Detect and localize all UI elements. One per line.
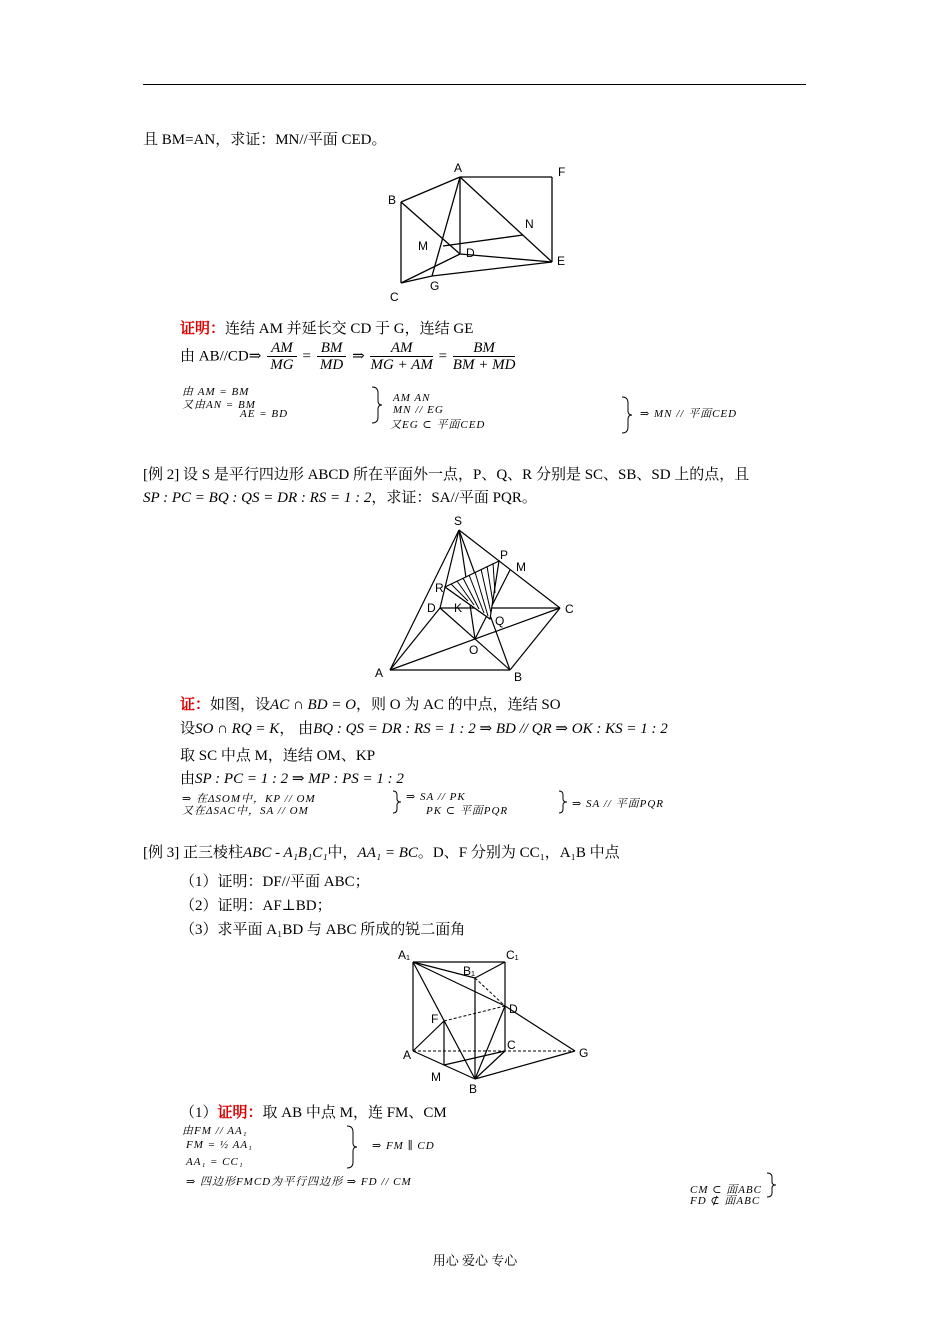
implies: ⇒ (352, 348, 365, 365)
ex2-proof-line1: 证：如图，设AC ∩ BD = O，则 O 为 AC 的中点，连结 SO (180, 697, 561, 713)
ex2-condition: SP : PC = BQ : QS = DR : RS = 1 : 2，求证：SA//平面 PQR。 (143, 490, 537, 506)
ex3-q2: （2）证明：AF⊥BD； (180, 898, 332, 914)
img-row3: AE = BD (240, 408, 289, 420)
label-G: G (430, 279, 440, 293)
img-col2c: 又EG ⊂ 平面CED (390, 419, 486, 431)
label-Q: Q (495, 614, 505, 628)
label-R: R (435, 581, 444, 595)
label-C1: C₁ (506, 948, 519, 962)
img6: CM ⊂ 面ABC (690, 1184, 762, 1196)
fraction-bm-sum: $\frac{BM}{BM + MD}$ (452, 340, 516, 373)
label-C: C (390, 290, 399, 304)
header-rule (143, 84, 806, 85)
fraction-am-mg: $\frac{AM}{MG}$ (267, 340, 297, 373)
label-D: D (466, 246, 475, 260)
label-N: N (525, 217, 534, 231)
proof-text: 连结 AM 并延长交 CD 于 G，连结 GE (225, 321, 474, 337)
label-B: B (388, 193, 397, 207)
fraction-am-sum: $\frac{AM}{MG + AM}$ (370, 340, 433, 373)
ex3-q1: （1）证明：DF//平面 ABC； (180, 874, 370, 890)
img4: ⇒ FM ∥ CD (372, 1140, 435, 1152)
label-K: K (454, 601, 463, 615)
fraction-bm-md: $\frac{BM}{MD}$ (317, 340, 347, 373)
eq-sign: = (302, 348, 311, 365)
ex1-proof-line2 (180, 340, 517, 373)
ex2-title: [例 2] 设 S 是平行四边形 ABCD 所在平面外一点，P、Q、R 分别是 SC、SB、SD 上的点，且 (143, 467, 750, 483)
label-C: C (565, 602, 574, 616)
img3: ⇒ SA // PK (406, 791, 466, 803)
proof-pre: 由 AB//CD⇒ (180, 348, 262, 365)
proof-label: 证： (180, 697, 211, 713)
label-A: A (403, 1048, 412, 1062)
label-C: C (507, 1038, 516, 1052)
eq-sign: = (438, 348, 448, 365)
label-D: D (427, 601, 436, 615)
img3: AA₁ = CC₁ (186, 1156, 244, 1168)
label-F: F (431, 1012, 439, 1026)
img2: FM = ½ AA₁ (186, 1139, 253, 1151)
label-F: F (558, 165, 566, 179)
ex3-proof-line1: （1）证明：取 AB 中点 M，连 FM、CM (180, 1105, 447, 1121)
img-row1: 由 AM = BM (182, 386, 250, 398)
ex2-proof-line3: 取 SC 中点 M，连结 OM、KP (180, 748, 376, 764)
img7: FD ⊄ 面ABC (690, 1195, 761, 1207)
page-footer: 用心 爱心 专心 (432, 1253, 518, 1268)
label-M: M (418, 239, 428, 253)
label-B: B (514, 670, 523, 684)
label-P: P (500, 548, 509, 562)
img-col2a: AM AN (393, 392, 431, 404)
ex3-title: [例 3] 正三棱柱ABC - A₁B₁C₁中，AA₁ = BC。D、F 分别为 CC₁，A₁B 中点 (143, 845, 620, 861)
img1: ⇒ 在ΔSOM中，KP // OM (182, 793, 316, 805)
ex2-figure (375, 513, 580, 685)
proof-label: 证明： (217, 1105, 263, 1121)
ex2-proof-line4: 由SP : PC = 1 : 2 ⇒ MP : PS = 1 : 2 (180, 771, 404, 787)
img-row2: 又由AN = BM (182, 399, 256, 411)
label-M: M (431, 1070, 441, 1084)
img5: ⇒ 四边形FMCD为平行四边形 ⇒ FD // CM (186, 1176, 412, 1188)
ex1-intro: 且 BM=AN，求证：MN//平面 CED。 (143, 132, 387, 148)
ex3-q3: （3）求平面 A₁BD 与 ABC 所成的锐二面角 (180, 922, 466, 938)
proof-label: 证明： (180, 321, 226, 337)
label-A: A (454, 161, 463, 175)
label-A: A (375, 666, 384, 680)
label-B: B (469, 1082, 478, 1096)
img1: 由FM // AA₁ (182, 1125, 248, 1137)
img4: PK ⊂ 平面PQR (426, 805, 509, 817)
ex2-proof-line2: 设SO ∩ RQ = K， 由BQ : QS = DR : RS = 1 : 2 ⇒ BD // QR ⇒ OK : KS = 1 : 2 (180, 721, 668, 737)
img-col2b: MN // EG (393, 404, 444, 416)
label-S: S (454, 514, 463, 528)
ex1-proof-line1 (180, 319, 473, 339)
label-A1: A₁ (398, 948, 411, 962)
label-G: G (579, 1046, 589, 1060)
ex1-figure (380, 155, 580, 305)
label-E: E (557, 254, 566, 268)
label-O: O (469, 643, 479, 657)
label-B1: B₁ (463, 964, 476, 978)
img5: ⇒ SA // 平面PQR (572, 798, 664, 810)
img-result: ⇒ MN // 平面CED (640, 408, 738, 420)
img2: 又在ΔSAC中，SA // OM (182, 805, 309, 817)
label-M: M (516, 560, 526, 574)
label-D: D (509, 1002, 518, 1016)
ex3-figure (395, 945, 595, 1095)
